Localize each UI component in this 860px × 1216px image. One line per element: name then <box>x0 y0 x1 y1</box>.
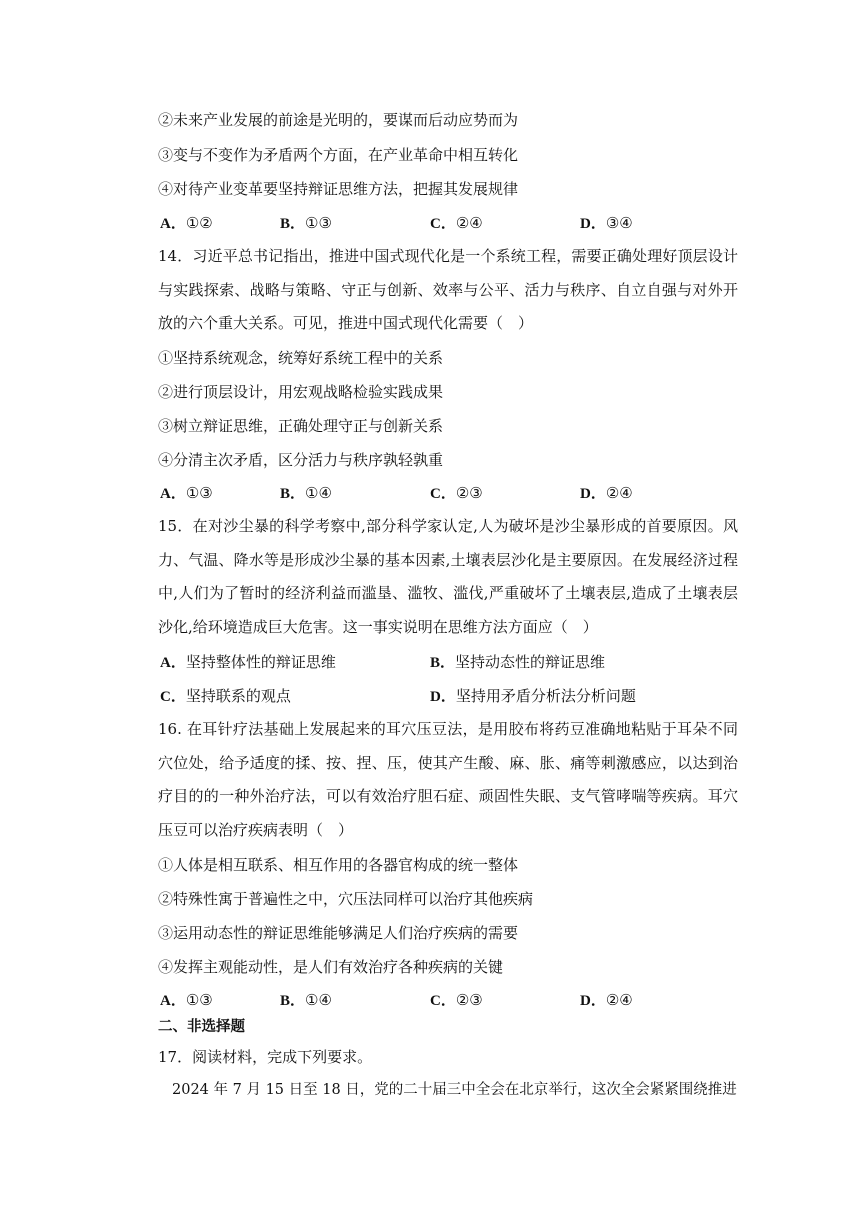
q16-stem: 16. 在耳针疗法基础上发展起来的耳穴压豆法，是用胶布将药豆准确地粘贴于耳朵不同穴位处，给予适度的揉、按、捏、压，使其产生酸、麻、胀、痛等刺激感应，以达到治疗目的的一种外治疗法，可以有效治疗胆石症、顽固性失眠、支气管哮喘等疾病。耳穴压豆可以治疗疾病表明（ ） <box>158 720 738 839</box>
q13-option-b: B．①③ <box>280 214 332 232</box>
q15-stem: 15．在对沙尘暴的科学考察中,部分科学家认定,人为破坏是沙尘暴形成的首要原因。风力、气温、降水等是形成沙尘暴的基本因素,土壤表层沙化是主要原因。在发展经济过程中,人们为了暂时的经济利益而滥垦、滥牧、滥伐,严重破坏了土壤表层,造成了土壤表层沙化,给环境造成巨大危害。这一事实说明在思维方法方面应（ ） <box>158 517 738 636</box>
q13-item-4: ④对待产业变革要坚持辩证思维方法，把握其发展规律 <box>158 180 519 198</box>
q14-item-1: ①坚持系统观念，统筹好系统工程中的关系 <box>158 349 444 367</box>
q15-option-c: C．坚持联系的观点 <box>160 687 291 705</box>
q16-option-c: C．②③ <box>430 991 483 1009</box>
q13-option-c: C．②④ <box>430 214 483 232</box>
q16-item-3: ③运用动态性的辩证思维能够满足人们治疗疾病的需要 <box>158 924 519 942</box>
q16-option-b: B．①④ <box>280 991 332 1009</box>
q15-option-d: D．坚持用矛盾分析法分析问题 <box>430 687 636 705</box>
q14-option-d: D．②④ <box>580 484 633 502</box>
q14-item-4: ④分清主次矛盾，区分活力与秩序孰轻孰重 <box>158 451 444 469</box>
q13-option-d: D．③④ <box>580 214 633 232</box>
q14-stem: 14．习近平总书记指出，推进中国式现代化是一个系统工程，需要正确处理好顶层设计与实践探索、战略与策略、守正与创新、效率与公平、活力与秩序、自立自强与对外开放的六个重大关系。可见，推进中国式现代化需要（ ） <box>158 247 738 332</box>
section-heading: 二、非选择题 <box>158 1019 245 1035</box>
q14-item-2: ②进行顶层设计，用宏观战略检验实践成果 <box>158 383 444 401</box>
q14-option-a: A．①③ <box>160 484 213 502</box>
q16-item-4: ④发挥主观能动性，是人们有效治疗各种疾病的关键 <box>158 958 504 976</box>
q13-item-2: ②未来产业发展的前途是光明的，要谋而后动应势而为 <box>158 111 519 129</box>
q14-option-c: C．②③ <box>430 484 483 502</box>
q14-option-b: B．①④ <box>280 484 332 502</box>
q17-stem: 17．阅读材料，完成下列要求。 <box>158 1048 373 1066</box>
q15-option-a: A．坚持整体性的辩证思维 <box>160 653 336 671</box>
q13-item-3: ③变与不变作为矛盾两个方面，在产业革命中相互转化 <box>158 146 519 164</box>
q17-material: 2024 年 7 月 15 日至 18 日，党的二十届三中全会在北京举行，这次全会紧紧围绕推进 <box>172 1082 737 1098</box>
q16-item-2: ②特殊性寓于普遍性之中，穴压法同样可以治疗其他疾病 <box>158 890 534 908</box>
q15-option-b: B．坚持动态性的辩证思维 <box>430 653 606 671</box>
q16-option-d: D．②④ <box>580 991 633 1009</box>
q16-option-a: A．①③ <box>160 991 213 1009</box>
q14-item-3: ③树立辩证思维，正确处理守正与创新关系 <box>158 417 444 435</box>
q16-item-1: ①人体是相互联系、相互作用的各器官构成的统一整体 <box>158 856 519 874</box>
q13-option-a: A．①② <box>160 214 213 232</box>
